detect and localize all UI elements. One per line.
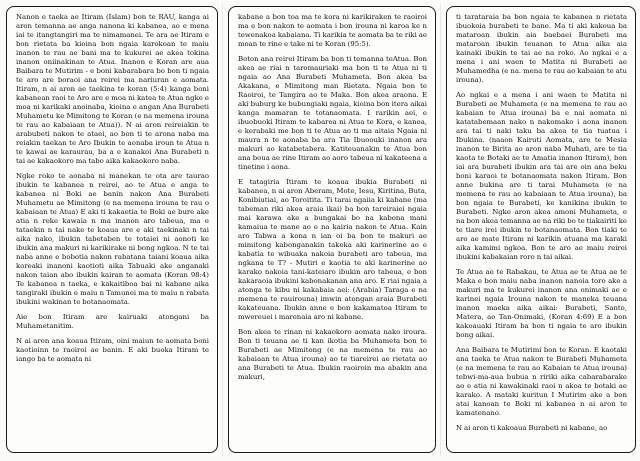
paragraph: Te Atua ae te Rabakau, te Atua ae te Atua ae te Maka e bon maiu naba inanon nanoia toro ake a makuri ma te kukurei inanon ana onimaki ae e karinei ngaia Irouna nakon te maneka teuana inanon maeka aika aikai: Burabeti, Santo, Matera, ao Tan-Onimaki, (Koran 4:69) E a bon kakoauaki Itiram ba bon ti ngaia te aro ibukin bong aikai. (456, 268, 627, 339)
paragraph: Ngke roko te aonaba ni manekan te ota are taurao ibukin te kabanea n reirei, ao te Atua e anga te kabanea ni Boki ae banin nakon Ana Burabeti Muhametu ae Mimitong (e na memena irouna te rau o kabaiaan te Atua) E aki ti kakaetia te Boki ae bure ake atia n reke kawaia n ma inanon aro tabeua, ma e tataekin n tai nake te koaua are e aki taekinaki n tai aika nako, ibukin tabetaben te totaiei ni aonoti ke ibukin ana makuri ni karikirake ni bong ngkoa. N te tai naba anne e bobotia nakon rabatana taiani koaua aika koreaki inanoni kaotioti aika Tabuaki ake anganaki nakon taian abo ibukin kairan te aomata (Koran 98:4) Te kabanea n taeka, e kakaitiboa bai ni kabane aika tangiraki ibukin e maiu n Tamunei ma te maiu n rabata ibukini wakinan te botanaomata. (16, 172, 209, 306)
paragraph: N ai aron ti kakoaua Burabeti ni kabane, ao (456, 424, 608, 432)
text-panel-left (6, 6, 218, 453)
paragraph: Boton ana reirei Itiram ba bon ti temanna teAtua. Bon akea ae riai n taromauriaki ma bon ti te Atua ni ti ngaia ao Ana Burabeti Muhameta. Bon akea ba Akakana, e Mimitong man Rietata. Ngaia bon te Raoiroi, te Tangira ao te Maka. Bon akea araona. E aki buburg ke bubungiaki ngaia, kioina bon itera aikai kanga mamaran te totanaomata. I rarikin aei, e ibuobuoki Itiram te kabaroa ni Atua te Kora, e kanoa, e kerabaki me bon ti te Atua ao ti ma aitaia Ngaia ni maura n te aonaba ba ara Tia Ibuoouki inanon ara makuri ao katabetabera. Katiteuanakin te Atua bon ana boua ae rine Itiram ao aoro tabeua ni kakateena a tinetine i aona. (238, 55, 427, 171)
paragraph: N ai aron ana koaua Itiram, oini maiun te aomata boni kaotioinn te raoiroi ae banin. E aki buoka Itiram te iango ba te aomata ni (16, 337, 209, 363)
paragraph: Bon akea te rinan ni kakaokoro aomata nako iroura. Bon ti teuana ae ti kan ikotia ba Muhameta bon te Burabeti ae Mimitong (e na memena te rau ao kabaiaan te Atua irouna) ao te tiareirei ae rietata ao ana Burabeti te Atua. Ibukin raoiroin ma abakin ana makuri, (238, 328, 427, 381)
text-column (238, 13, 427, 448)
paragraph: Aie bon Itiram are kairuaki atongani ba Muhametanitim. (16, 313, 209, 330)
text-column (16, 13, 209, 448)
fold-line (222, 4, 223, 456)
paragraph: E tatagiria Itiram te koaua ibukia Burabeti ni kabanea, n ai aron Aberam, Mote, Iesu, Kiritina, Buta, Konibiutiai, ao Toroitita. Ti tarai ngaiia ki kabane (ma tabeman riki akea araia ikai) ba bon tareiraiei ngaia mai karawa ake a bungakai bo na kabona mani kamaiua te mane ao e na kairia nakon te Atua. Kain aro Tabwa a kona n ian oi ba bon te makuri ae mimitong kabonganakin takeka aki karinerine ao e kabatia te wibuaka nakoia burabeti aro tabeua, ma ngkana te T? - Mutiri e kaotia te aki karinerine ao karako nakoia tani-kateiaro ibukin aro tabeua, e bon kakaraoia ibukini kabonakanan ana aro. E riai ngaia a atonga te kibu ni kakabaia aei: (Arabia) Taraga e na memena te rauirouna) imwin atongan araia Burabeti kakateuana. Ibukin anne e bon kakamatoa Itiram te mwereuei i marenaia aro ni kabane. (238, 178, 427, 321)
paragraph: kabane a bon toa ma te kora ni karikiraken te raoiroi ma e bon nakon te aomata i bon irouna ni karoa ke n tewenakoa kabaiana. Ti karikia te aomata ba te riki ae moan te rine e take ni te Koran (95:5). (238, 13, 427, 48)
paragraph: Nanon e taeka ae Itiram (Islam) bon te RAU, kanga ai aron temanna ae anga nanona ki kabanea, ao e mena iai te itangtangiri ma te nimamanei. Te ara ae Itiram e bon rietata ba kioina bon ngaia karokoan te maiu inanon te rau ae bani ma te kukurei ae akea tokina inanon oniinakinan te Atua. Inanon e Koran are aua Baibara te Mutirim - e boni kabarabara bo bon ti ngaia te aro are boraoi ana reirei ma nariuran e aomata. Itiram, n ai aron ae taekina te koran (5:4) kanga boni kabanean raoi te Aro are e moa ni katea te Atua ngke e moa ni karikaki anoinaba, kioina e angan Ana Burabeti Muhametu ke Mimitong te Koran (e na memena irouna te rau ao kabaiaan te Atua)). N ai aron reireiakin te arabubeti nakon te ataei, ao bon ti te arona naba ma reiakin taekan te Aro Ibukin te aonaba iroun te Atua n te kawai ae karaurau, ba a e kanakoi Ana Burabeti n tai ae kakaokoro ma tabo aika kakaokoro naba. (16, 13, 209, 165)
paragraph: ti tarataraia ba bon ngaia te kabanea n rietata ibuokoia burabeti te bane. Ma ti aki kakoua ba mataroan ibukin aia baebaei Burabeti ma mataroan ibukin teuanan te Atua aika aia kainaki ibukin te tai ae na roko. Ao ngkai e a mena i ani waen te Matita ni Burabeti ae Muhamedha (e na. mena te rau ao kabaian te atu irouna). (456, 13, 627, 84)
text-panel-middle (228, 6, 436, 453)
text-column (456, 13, 627, 448)
text-panel-right (446, 6, 636, 453)
fold-line (440, 4, 441, 456)
paragraph: Ao ngkai e a mena i ani waen te Matita ni Burabeti ae Muhameta (e na memena te rau ao kabaian te Atua irouna) ba e nai aomata ni katatabemaan nako n nakomako i aona inanon ara tai ti naki taku ba akea te tia tuatua i Ibukina. (naaon Kairuti Aomata, are te Mesia inanon te Birita ao aron naba Muhati, are te tia kaota te Botaki ae te Amatia inanon Itiram), bon iai ara burabeti ibukin ara tai are oin ana beku boni karaoi te botanaomata nakon Itiram. Bon anne bukina are ti tarai Muhameta (e na memena te rau ao kabaiaan te Atua irouna), ba bon ngaia te Burabeti, ke kanikina ibukin te Burabeti. Ngke aron akea amoni Muhameta, e na bon akea temanna ae na riki bo te tiakairiti ke te tiare irei ibukin te botanaomata. Bon tiaki te aro ae mate Itiram ni karikin atuana ma karaki aika kamimi ngkoa. Bon te aro ae maiu reirei ibukini kabakaian roro n tai aikai. (456, 91, 627, 261)
paragraph: Ana Baibara te Mutirimi bon te Koran. E kaotaki ana taeka te Atua nakon te Burabeti Muhameta (e na memena te rau ao Kabaian te Atua irouna) tebwi-ma-aua bubua n ririki aika cabarabarake ao e atia ni kawakinaki raoi n akoa te botaki ae karako. A mataki kuritun I Mutirim ake a bon atai kanoan te Boki ni kabanea n ai aron te kamatenano. (456, 346, 627, 417)
